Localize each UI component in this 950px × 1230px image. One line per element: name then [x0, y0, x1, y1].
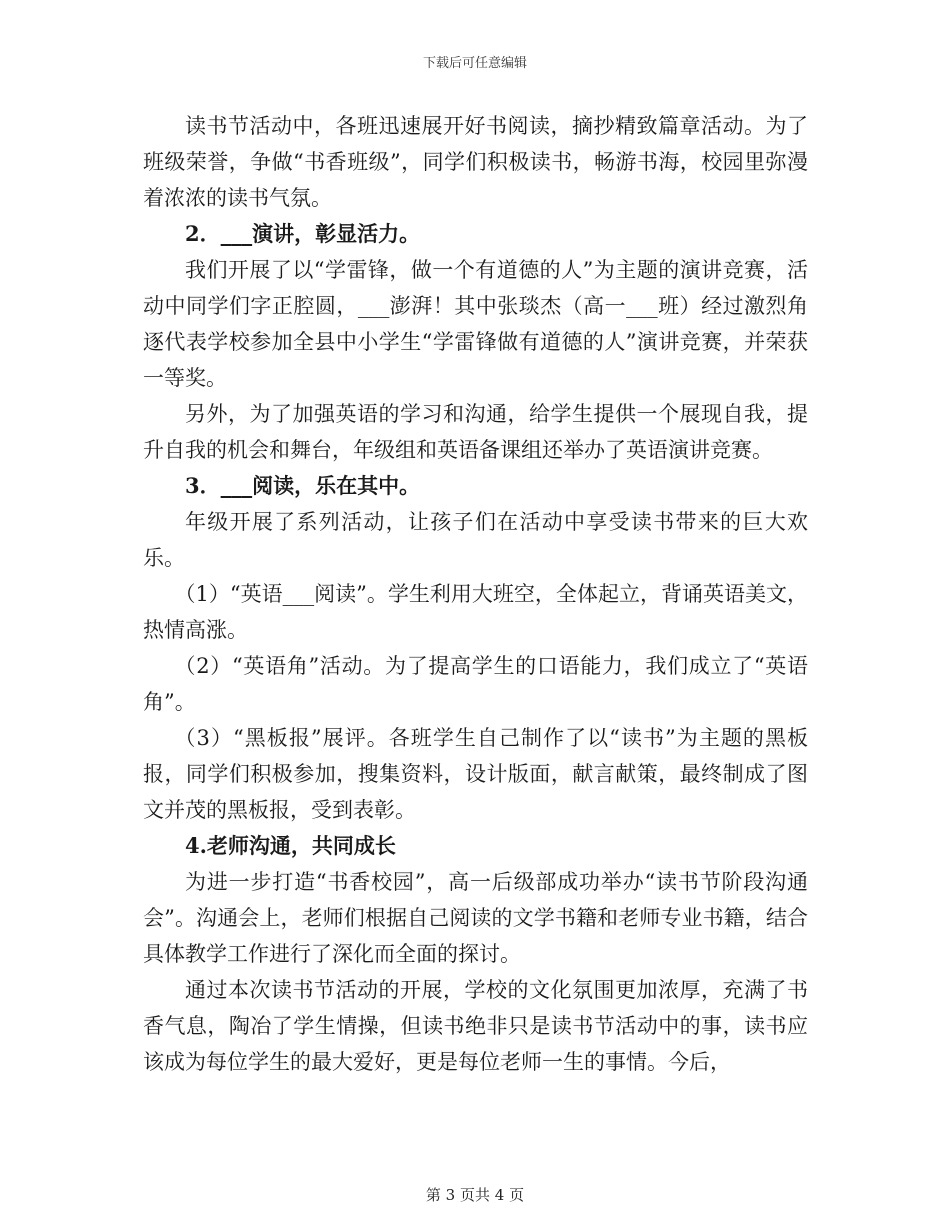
- page-number: 第 3 页共 4 页: [425, 1186, 525, 1204]
- list-item-english-reading: （1）“英语___阅读”。学生利用大班空，全体起立，背诵英语美文，热情高涨。: [143, 582, 808, 642]
- paragraph-english-speech: 另外，为了加强英语的学习和沟通，给学生提供一个展现自我，提升自我的机会和舞台，年级组和英语备课组还举办了英语演讲竞赛。: [143, 402, 808, 462]
- list-item-blackboard: （3）“黑板报”展评。各班学生自己制作了以“读书”为主题的黑板报，同学们积极参加，搜集资料，设计版面，献言献策，最终制成了图文并茂的黑板报，受到表彰。: [143, 726, 808, 822]
- list-item-english-corner: （2）“英语角”活动。为了提高学生的口语能力，我们成立了“英语角”。: [143, 654, 808, 714]
- section-heading-teachers: 4.老师沟通，共同成长: [185, 833, 396, 858]
- document-body: [143, 108, 808, 1080]
- paragraph-series-activities: 年级开展了系列活动，让孩子们在活动中享受读书带来的巨大欢乐。: [143, 510, 808, 570]
- section-heading-reading: 3．___阅读，乐在其中。: [185, 473, 421, 498]
- paragraph-reading-activity: 读书节活动中，各班迅速展开好书阅读，摘抄精致篇章活动。为了班级荣誉，争做“书香班级”，同学们积极读书，畅游书海，校园里弥漫着浓浓的读书气氛。: [143, 114, 808, 210]
- paragraph-conclusion: 通过本次读书节活动的开展，学校的文化氛围更加浓厚，充满了书香气息，陶冶了学生情操，但读书绝非只是读书节活动中的事，读书应该成为每位学生的最大爱好，更是每位老师一生的事情。今后，: [143, 978, 808, 1074]
- paragraph-teacher-meeting: 为进一步打造“书香校园”，高一后级部成功举办“读书节阶段沟通会”。沟通会上，老师们根据自己阅读的文学书籍和老师专业书籍，结合具体教学工作进行了深化而全面的探讨。: [143, 870, 808, 966]
- section-heading-speech: 2．___演讲，彰显活力。: [185, 221, 421, 246]
- paragraph-speech-contest: 我们开展了以“学雷锋，做一个有道德的人”为主题的演讲竞赛，活动中同学们字正腔圆，___澎湃！其中张琰杰（高一___班）经过激烈角逐代表学校参加全县中小学生“学雷锋做有道德的人”演讲竞赛，并荣获一等奖。: [143, 258, 808, 390]
- page-header: 下载后可任意编辑: [422, 56, 527, 71]
